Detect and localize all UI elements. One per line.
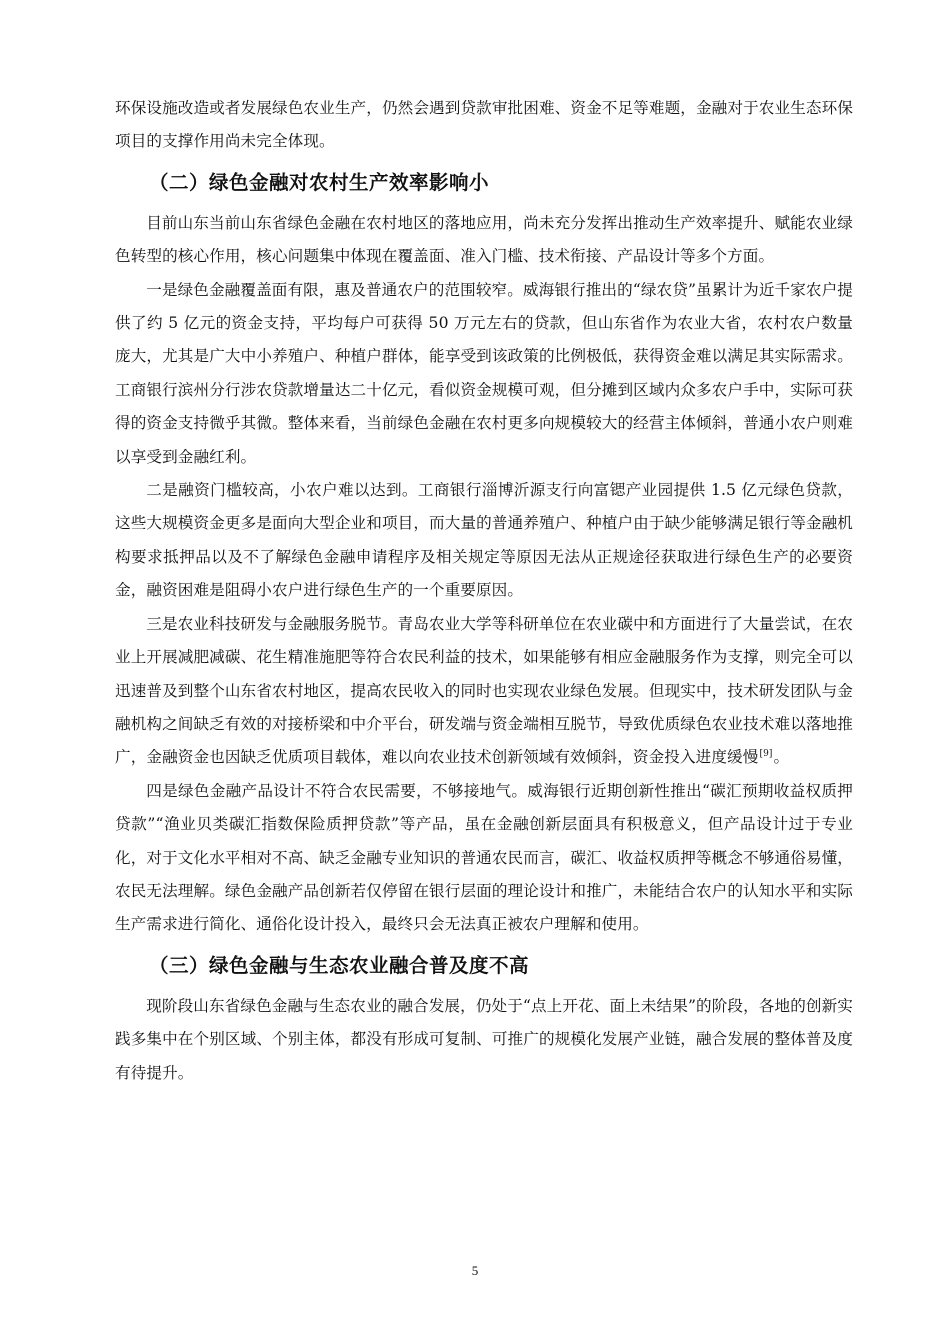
- paragraph-coverage: 一是绿色金融覆盖面有限，惠及普通农户的范围较窄。威海银行推出的“绿农贷”虽累计为近千家农户提供了约 5 亿元的资金支持，平均每户可获得 50 万元左右的贷款，但山东省作为农业大省，农村农户数量庞大，尤其是广大中小养殖户、种植户群体，能享受到该政策的比例极低，获得资金难以满足其实际需求。工商银行滨州分行涉农贷款增量达二十亿元，看似资金规模可观，但分摊到区域内众多农户手中，实际可获得的资金支持微乎其微。整体来看，当前绿色金融在农村更多向规模较大的经营主体倾斜，普通小农户则难以享受到金融红利。: [115, 280, 853, 466]
- paragraph-threshold: 二是融资门槛较高，小农户难以达到。工商银行淄博沂源支行向富锶产业园提供 1.5 亿元绿色贷款，这些大规模资金更多是面向大型企业和项目，而大量的普通养殖户、种植户由于缺少能够满足银行等金融机构要求抵押品以及不了解绿色金融申请程序及相关规定等原因无法从正规途径获取进行绿色生产的必要资金，融资困难是阻碍小农户进行绿色生产的一个重要原因。: [115, 481, 853, 600]
- continued-paragraph: 环保设施改造或者发展绿色农业生产，仍然会遇到贷款审批困难、资金不足等难题，金融对于农业生态环保项目的支撑作用尚未完全体现。: [115, 99, 853, 151]
- page-number: 5: [471, 1263, 479, 1278]
- citation-marker: [9]: [759, 749, 773, 760]
- paragraph-tech-disconnect: [115, 608, 853, 775]
- paragraph-product-design: 四是绿色金融产品设计不符合农民需要，不够接地气。威海银行近期创新性推出“碳汇预期收益权质押贷款”“渔业贝类碳汇指数保险质押贷款”等产品，虽在金融创新层面具有积极意义，但产品设计过于专业化，对于文化水平相对不高、缺乏金融专业知识的普通农民而言，碳汇、收益权质押等概念不够通俗易懂，农民无法理解。绿色金融产品创新若仅停留在银行层面的理论设计和推广，未能结合农户的认知水平和实际生产需求进行简化、通俗化设计投入，最终只会无法真正被农户理解和使用。: [115, 781, 853, 934]
- paragraph-tech-disconnect-text: 三是农业科技研发与金融服务脱节。青岛农业大学等科研单位在农业碳中和方面进行了大量尝试，在农业上开展减肥减碳、花生精准施肥等符合农民利益的技术，如果能够有相应金融服务作为支撑，则完全可以迅速普及到整个山东省农村地区，提高农民收入的同时也实现农业绿色发展。但现实中，技术研发团队与金融机构之间缺乏有效的对接桥梁和中介平台，研发端与资金端相互脱节，导致优质绿色农业技术难以落地推广，金融资金也因缺乏优质项目载体，难以向农业技术创新领域有效倾斜，资金投入进度缓慢: [115, 614, 853, 767]
- paragraph-tech-disconnect-end: 。: [773, 748, 790, 767]
- section-heading-3: （三）绿色金融与生态农业融合普及度不高: [149, 953, 530, 977]
- paragraph-intro: 目前山东当前山东省绿色金融在农村地区的落地应用，尚未充分发挥出推动生产效率提升、赋能农业绿色转型的核心作用，核心问题集中体现在覆盖面、准入门槛、技术衔接、产品设计等多个方面。: [115, 213, 853, 266]
- paragraph-integration: 现阶段山东省绿色金融与生态农业的融合发展，仍处于“点上开花、面上未结果”的阶段，各地的创新实践多集中在个别区域、个别主体，都没有形成可复制、可推广的规模化发展产业链，融合发展的整体普及度有待提升。: [115, 996, 853, 1082]
- page-content: [115, 92, 853, 1090]
- section-heading-2: （二）绿色金融对农村生产效率影响小: [149, 170, 490, 194]
